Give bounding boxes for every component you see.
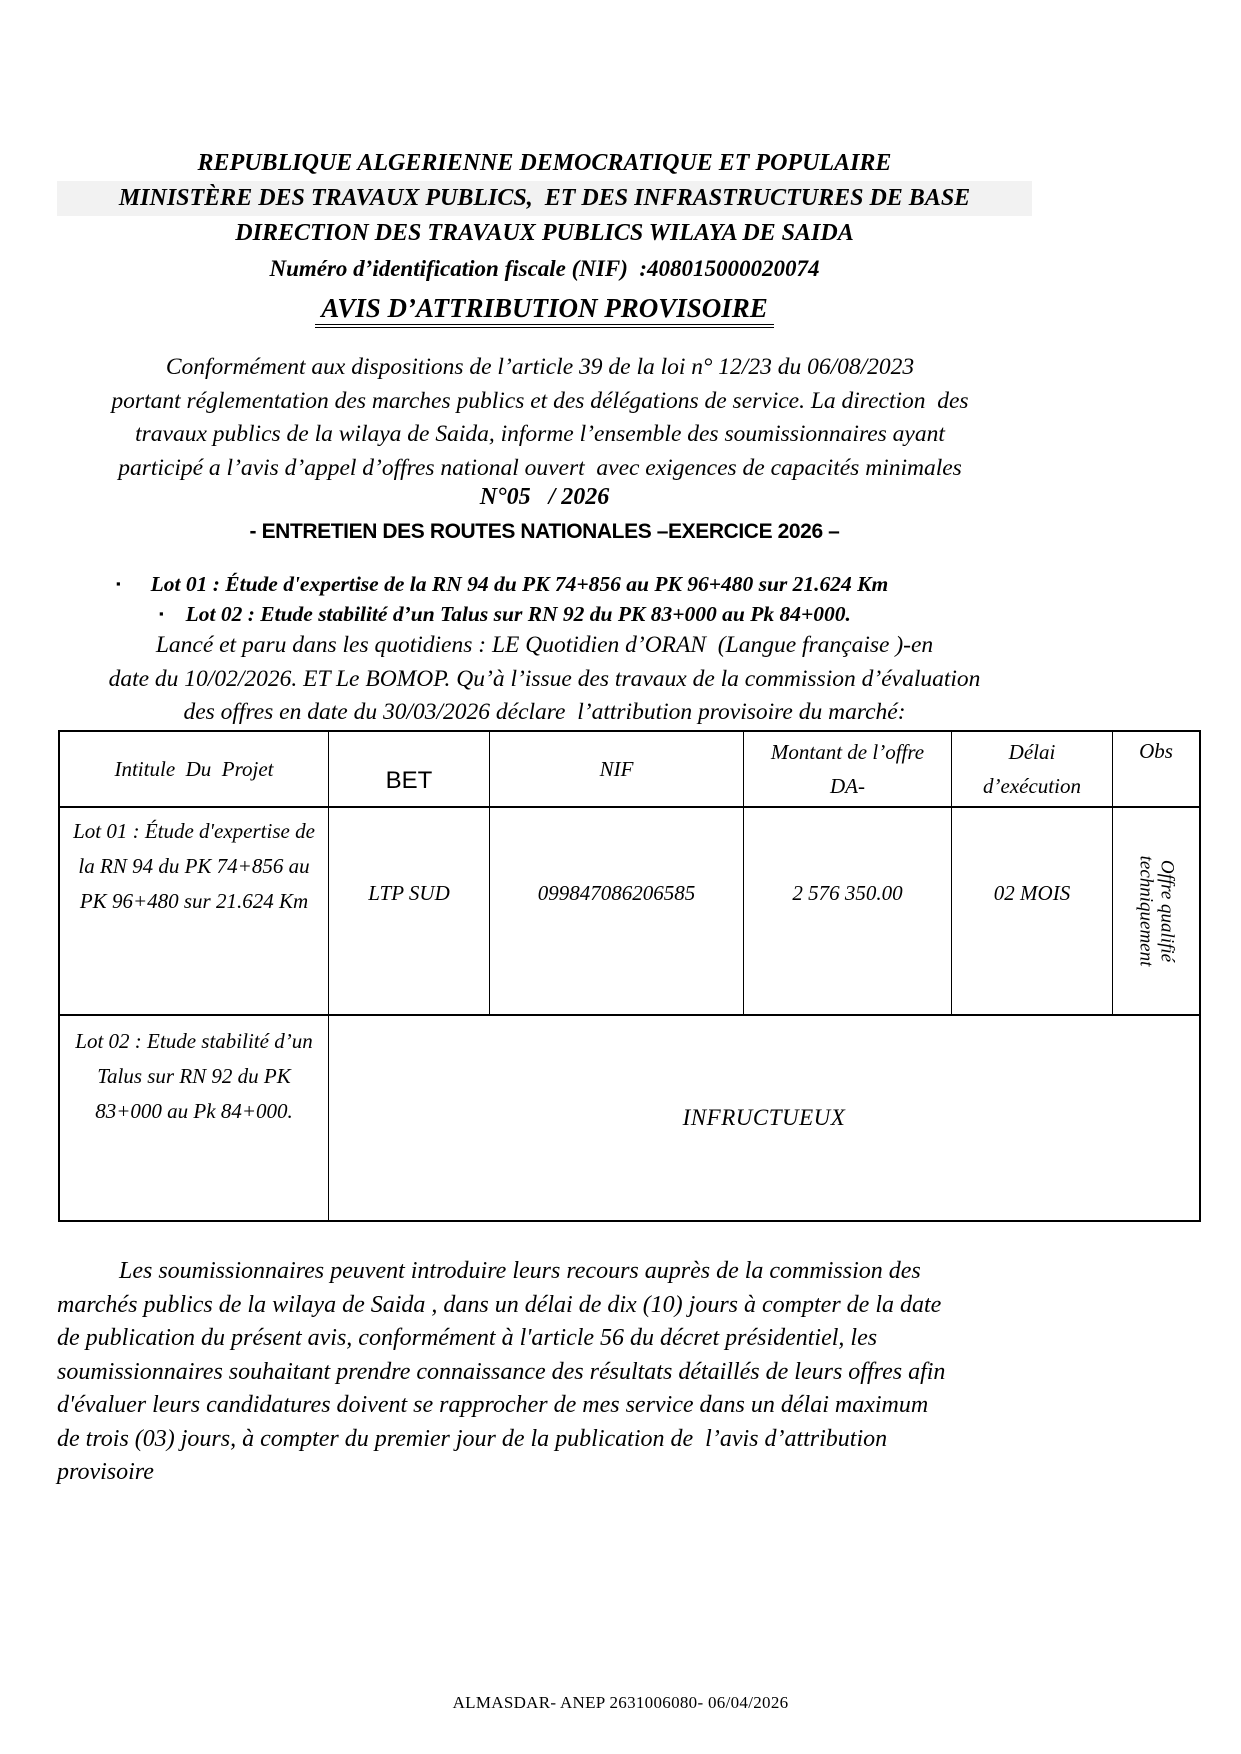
recourse-line: Les soumissionnaires peuvent introduire leurs recours auprès de la commission des [119, 1258, 921, 1284]
table-row1-nif: 099847086206585 [489, 806, 743, 1014]
table-row1-obs [1112, 806, 1199, 1014]
intro-line: portant réglementation des marches publics et des délégations de service. La direction des [111, 387, 969, 414]
republic-line: REPUBLIQUE ALGERIENNE DEMOCRATIQUE ET POPULAIRE [197, 150, 892, 176]
table-header-obs: Obs [1112, 732, 1199, 806]
recourse-line: soumissionnaires souhaitant prendre connaissance des résultats détaillés de leurs offres afin [57, 1358, 946, 1385]
recourse-line: provisoire [57, 1459, 154, 1485]
document-header [57, 146, 1032, 327]
attribution-table [58, 730, 1201, 1222]
publication-line: date du 10/02/2026. ET Le BOMOP. Qu’à l’issue des travaux de la commission d’évaluation [108, 665, 981, 692]
publication-paragraph [57, 629, 1032, 730]
table-header-montant-line1: Montant de l’offre [770, 740, 925, 764]
table-row1-delai: 02 MOIS [951, 806, 1112, 1014]
table-row1-montant: 2 576 350.00 [743, 806, 951, 1014]
lot-item-1-text: Lot 01 : Étude d'expertise de la RN 94 du PK 74+856 au PK 96+480 sur 21.624 Km [150, 572, 889, 596]
recourse-line: de publication du présent avis, conformément à l'article 56 du décret présidentiel, les [57, 1325, 878, 1351]
obs-line2: techniquement [1135, 855, 1157, 967]
lot-item-2-text: Lot 02 : Etude stabilité d’un Talus sur RN 92 du PK 83+000 au Pk 84+000. [185, 601, 851, 626]
table-row2-project: Lot 02 : Etude stabilité d’un Talus sur RN 92 du PK 83+000 au Pk 84+000. [60, 1014, 328, 1220]
recourse-line: de trois (03) jours, à compter du premier jour de la publication de l’avis d’attribution [57, 1425, 888, 1452]
lot-item-1 [116, 571, 1241, 601]
intro-line: participé a l’avis d’appel d’offres national ouvert avec exigences de capacités minimales [118, 454, 962, 481]
document-title [57, 289, 1032, 327]
publication-line: des offres en date du 30/03/2026 déclare l’attribution provisoire du marché: [183, 699, 906, 725]
table-header-nif: NIF [489, 732, 743, 806]
intro-line: travaux publics de la wilaya de Saida, informe l’ensemble des soumissionnaires ayant [135, 421, 945, 447]
subject-line: - ENTRETIEN DES ROUTES NATIONALES –EXERCICE 2026 – [249, 520, 840, 543]
table-header-delai-line2: d’exécution [983, 774, 1081, 798]
direction-line: DIRECTION DES TRAVAUX PUBLICS WILAYA DE SAIDA [235, 220, 854, 246]
table-row1-bet: LTP SUD [328, 806, 489, 1014]
ministry-line: MINISTÈRE DES TRAVAUX PUBLICS, ET DES INFRASTRUCTURES DE BASE [57, 181, 1032, 216]
table-header-delai [951, 732, 1112, 806]
publication-line: Lancé et paru dans les quotidiens : LE Quotidien d’ORAN (Langue française )-en [155, 632, 934, 658]
nif-line: Numéro d’identification fiscale (NIF) :408015000020074 [269, 256, 820, 281]
table-row2-result: INFRUCTUEUX [328, 1014, 1199, 1220]
intro-paragraph [20, 351, 1060, 485]
recourse-line: d'évaluer leurs candidatures doivent se rapprocher de mes service dans un délai maximum [57, 1392, 929, 1418]
avis-number: N°05 / 2026 [479, 484, 610, 510]
table-header-delai-line1: Délai [1008, 740, 1056, 764]
footer-anep-line: ALMASDAR- ANEP 2631006080- 06/04/2026 [452, 1693, 789, 1712]
table-header-montant-line2: DA- [830, 774, 865, 798]
document-title-text: AVIS D’ATTRIBUTION PROVISOIRE [315, 293, 774, 328]
lots-list [0, 571, 1241, 630]
obs-line1: Offre qualifié [1156, 859, 1178, 963]
recourse-line: marchés publics de la wilaya de Saida , dans un délai de dix (10) jours à compter de la date [57, 1291, 942, 1318]
bullet-square-icon: ▪ [116, 576, 121, 591]
table-header-montant [743, 732, 951, 806]
table-header-bet: BET [328, 732, 489, 806]
table-row1-project: Lot 01 : Étude d'expertise de la RN 94 du PK 74+856 au PK 96+480 sur 21.624 Km [60, 806, 328, 1014]
intro-line: Conformément aux dispositions de l’article 39 de la loi n° 12/23 du 06/08/2023 [165, 354, 915, 380]
table-row1-obs-rotated-text [1135, 856, 1177, 967]
bullet-square-icon: ▪ [159, 605, 164, 621]
lot-item-2 [159, 601, 1241, 631]
recourse-paragraph [57, 1255, 1132, 1490]
table-header-project: Intitule Du Projet [114, 757, 274, 781]
